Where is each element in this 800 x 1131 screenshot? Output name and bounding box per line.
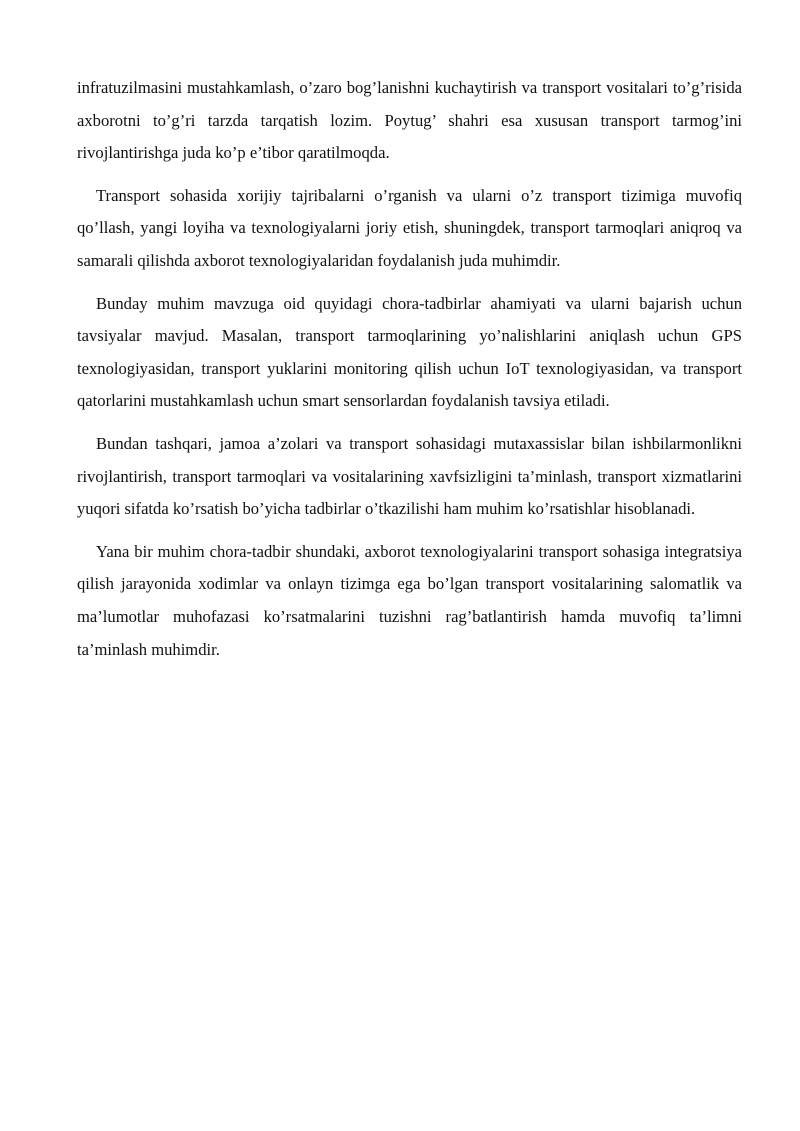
paragraph-cooperation: Bundan tashqari, jamoa a’zolari va transport sohasidagi mutaxassislar bilan ishbilarmonlikni rivojlantirish, transport tarmoqlari va vositalarining xavfsizligini ta’minlash, transport xizmatlarini yuqori sifatda ko’rsatish bo’yicha tadbirlar o’tkazilishi ham muhim ko’rsatishlar hisoblanadi. (77, 433, 742, 519)
paragraph-recommendations: Bunday muhim mavzuga oid quyidagi chora-tadbirlar ahamiyati va ularni bajarish uchun tavsiyalar mavjud. Masalan, transport tarmoqlarining yo’nalishlarini aniqlash uchun GPS texnologiyasidan, transport yuklarini monitoring qilish uchun IoT texnologiyasidan, va transport qatorlarini mustahkamlash uchun smart sensorlardan foydalanish tavsiya etiladi. (77, 293, 742, 411)
paragraph-integration: Yana bir muhim chora-tadbir shundaki, axborot texnologiyalarini transport sohasiga integratsiya qilish jarayonida xodimlar va onlayn tizimga ega bo’lgan transport vositalarining salomatlik va ma’lumotlar muhofazasi ko’rsatmalarini tuzishni rag’batlantirish hamda muvofiq ta’limni ta’minlash muhimdir. (77, 541, 742, 659)
paragraph-foreign-experience: Transport sohasida xorijiy tajribalarni o’rganish va ularni o’z transport tizimiga muvofiq qo’llash, yangi loyiha va texnologiyalarni joriy etish, shuningdek, transport tarmoqlari aniqroq va samarali qilishda axborot texnologiyalaridan foydalanish juda muhimdir. (77, 185, 742, 270)
paragraph-continuation: infratuzilmasini mustahkamlash, o’zaro bog’lanishni kuchaytirish va transport vositalari to’g’risida axborotni to’g’ri tarzda tarqatish lozim. Poytug’ shahri esa xususan transport tarmog’ini rivojlantirishga juda ko’p e’tibor qaratilmoqda. (77, 78, 742, 163)
